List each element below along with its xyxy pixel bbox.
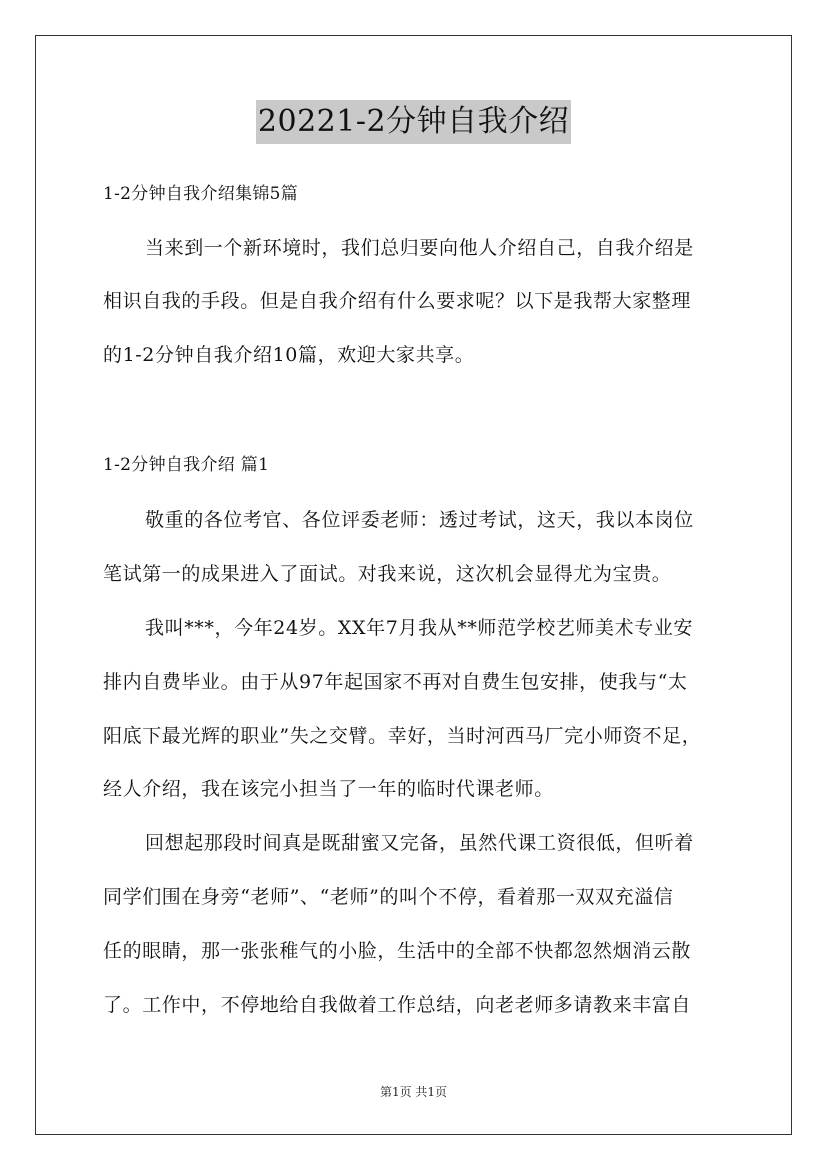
document-title: 20221-2分钟自我介绍 xyxy=(256,100,571,144)
paragraph-line: 我叫***，今年24岁。XX年7月我从**师范学校艺师美术专业安 xyxy=(145,617,694,639)
title-container xyxy=(0,100,827,144)
paragraph-line: 经人介绍，我在该完小担当了一年的临时代课老师。 xyxy=(103,778,554,800)
paragraph-line: 了。工作中，不停地给自我做着工作总结，向老老师多请教来丰富自 xyxy=(103,994,692,1016)
intro-line: 当来到一个新环境时，我们总归要向他人介绍自己，自我介绍是 xyxy=(145,237,694,259)
intro-line: 的1-2分钟自我介绍10篇，欢迎大家共享。 xyxy=(103,344,475,366)
paragraph-line: 敬重的各位考官、各位评委老师：透过考试，这天，我以本岗位 xyxy=(145,509,694,531)
paragraph-line: 笔试第一的成果进入了面试。对我来说，这次机会显得尤为宝贵。 xyxy=(103,563,672,585)
page-footer: 第1页 共1页 xyxy=(379,1085,448,1099)
intro-line: 相识自我的手段。但是自我介绍有什么要求呢？以下是我帮大家整理 xyxy=(103,290,692,312)
paragraph-line: 阳底下最光辉的职业”失之交臂。幸好，当时河西马厂完小师资不足， xyxy=(103,725,702,747)
paragraph-line: 同学们围在身旁“老师”、“老师”的叫个不停，看着那一双双充溢信 xyxy=(103,886,674,908)
paragraph-line: 排内自费毕业。由于从97年起国家不再对自费生包安排，使我与“太 xyxy=(103,671,688,693)
paragraph-line: 回想起那段时间真是既甜蜜又完备，虽然代课工资很低，但听着 xyxy=(145,832,694,854)
paragraph-line: 任的眼睛，那一张张稚气的小脸，生活中的全部不快都忽然烟消云散 xyxy=(103,940,692,962)
document-subtitle: 1-2分钟自我介绍集锦5篇 xyxy=(103,184,299,204)
section-heading: 1-2分钟自我介绍 篇1 xyxy=(103,455,270,475)
